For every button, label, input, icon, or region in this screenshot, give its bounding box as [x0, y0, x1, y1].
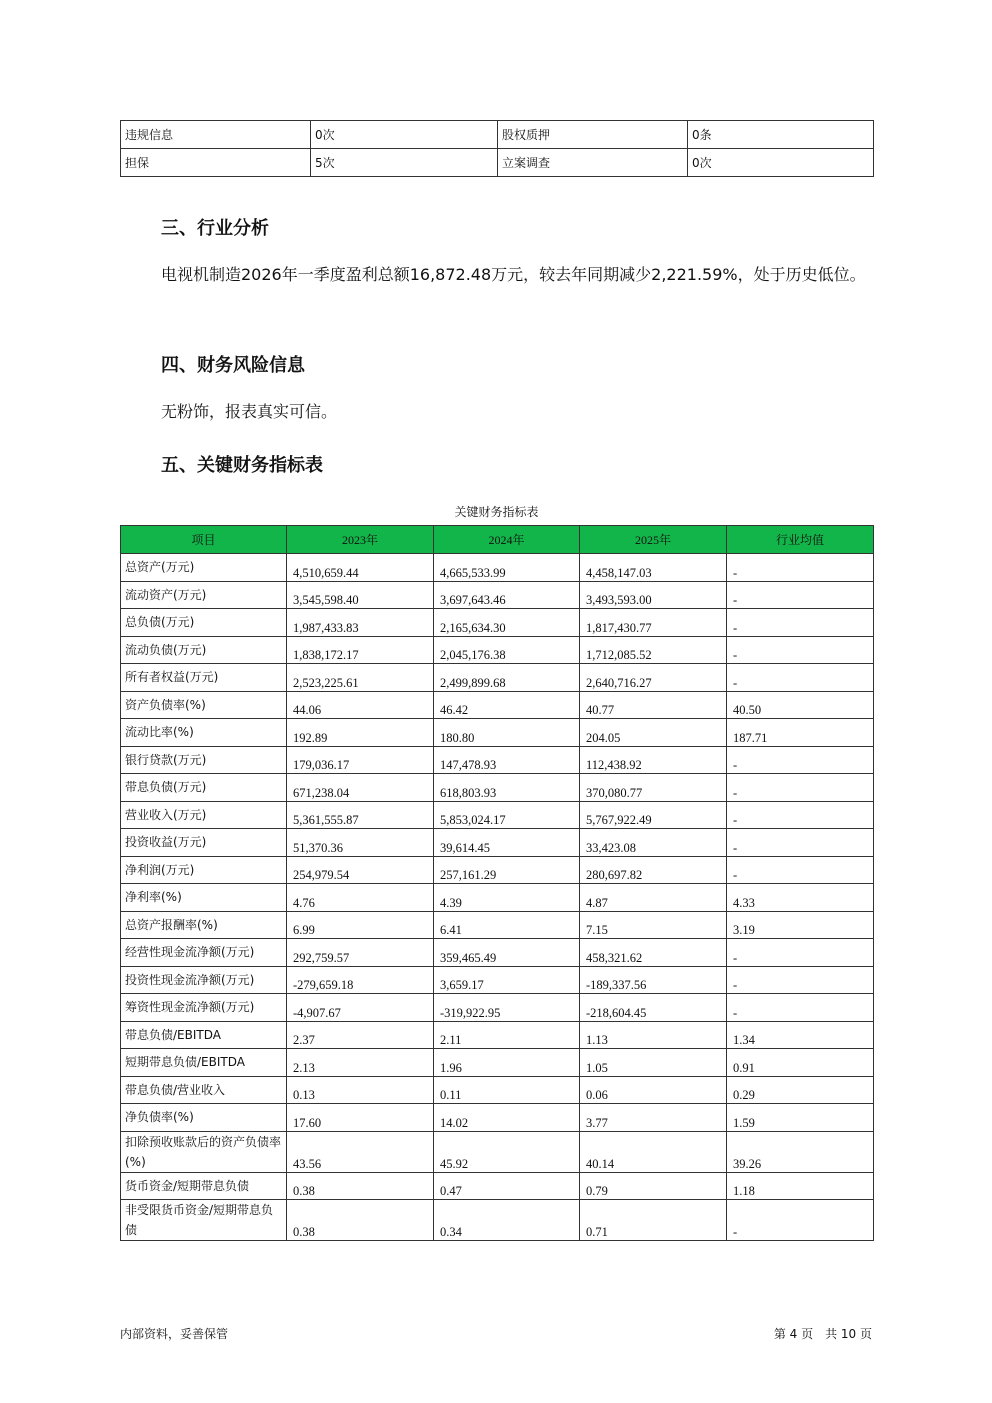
table-cell: 4.87 [580, 884, 727, 912]
row-label: 净负债率(%) [121, 1104, 287, 1132]
row-label: 流动资产(万元) [121, 581, 287, 609]
table-cell: - [727, 939, 874, 967]
table-cell: 44.06 [287, 691, 434, 719]
table-cell: -279,659.18 [287, 966, 434, 994]
table-row [121, 636, 874, 664]
row-label: 总资产(万元) [121, 554, 287, 582]
table-row [121, 609, 874, 637]
column-header: 2023年 [287, 526, 434, 554]
row-label: 流动负债(万元) [121, 636, 287, 664]
footer-note: 内部资料，妥善保管 [120, 1327, 229, 1341]
table-cell: 0次 [311, 121, 498, 149]
row-label: 货币资金/短期带息负债 [121, 1172, 287, 1200]
table-cell: -189,337.56 [580, 966, 727, 994]
row-label: 营业收入(万元) [121, 801, 287, 829]
column-header: 项目 [121, 526, 287, 554]
table-cell: 0.13 [287, 1076, 434, 1104]
table-cell: -4,907.67 [287, 994, 434, 1022]
table-cell: 7.15 [580, 911, 727, 939]
table-row [121, 581, 874, 609]
table-cell: - [727, 609, 874, 637]
table-cell: 2,499,899.68 [434, 664, 580, 692]
table-row [121, 664, 874, 692]
table-cell: 1.13 [580, 1021, 727, 1049]
row-label: 带息负债/营业收入 [121, 1076, 287, 1104]
table-row [121, 994, 874, 1022]
page-number: 第 4 页 共 10 页 [773, 1327, 872, 1341]
table-cell: 4,665,533.99 [434, 554, 580, 582]
table-cell: - [727, 829, 874, 857]
row-label: 筹资性现金流净额(万元) [121, 994, 287, 1022]
column-header: 2025年 [580, 526, 727, 554]
column-header: 行业均值 [727, 526, 874, 554]
table-cell: 2,523,225.61 [287, 664, 434, 692]
table-cell: 0次 [688, 149, 874, 177]
row-label: 非受限货币资金/短期带息负债 [121, 1200, 287, 1241]
table-cell: 5,361,555.87 [287, 801, 434, 829]
table-cell: 2.13 [287, 1049, 434, 1077]
table-row [121, 1021, 874, 1049]
table-cell: 0.38 [287, 1200, 434, 1241]
table-cell: - [727, 774, 874, 802]
table-cell: 618,803.93 [434, 774, 580, 802]
row-label: 投资性现金流净额(万元) [121, 966, 287, 994]
table-row [121, 1049, 874, 1077]
table-cell: 0.06 [580, 1076, 727, 1104]
table-cell: 0.91 [727, 1049, 874, 1077]
table-row [121, 554, 874, 582]
table-cell: 0.38 [287, 1172, 434, 1200]
table-cell: -319,922.95 [434, 994, 580, 1022]
table-row [121, 746, 874, 774]
table-row [121, 1172, 874, 1200]
table-cell: 359,465.49 [434, 939, 580, 967]
table-cell: - [727, 664, 874, 692]
table-cell: 1,817,430.77 [580, 609, 727, 637]
section-4-paragraph: 无粉饰，报表真实可信。 [161, 402, 338, 421]
row-label: 短期带息负债/EBITDA [121, 1049, 287, 1077]
row-label: 总资产报酬率(%) [121, 911, 287, 939]
table-cell: 257,161.29 [434, 856, 580, 884]
table-cell: 3.77 [580, 1104, 727, 1132]
row-label: 投资收益(万元) [121, 829, 287, 857]
table-row [121, 1131, 874, 1172]
table-cell: 33,423.08 [580, 829, 727, 857]
table-cell: 14.02 [434, 1104, 580, 1132]
table-cell: 43.56 [287, 1131, 434, 1172]
table-cell: 40.14 [580, 1131, 727, 1172]
row-label: 经营性现金流净额(万元) [121, 939, 287, 967]
column-header: 2024年 [434, 526, 580, 554]
table-cell: 3,697,643.46 [434, 581, 580, 609]
table-cell: 4.33 [727, 884, 874, 912]
risk-info-table [120, 120, 874, 177]
table-cell: - [727, 801, 874, 829]
section-3-paragraph: 电视机制造2026年一季度盈利总额16,872.48万元，较去年同期减少2,221.59%，处于历史低位。 [161, 265, 866, 284]
table-cell: - [727, 856, 874, 884]
table-cell: 1.96 [434, 1049, 580, 1077]
table-row [121, 1200, 874, 1241]
table-cell: 0.71 [580, 1200, 727, 1241]
table-cell: 40.50 [727, 691, 874, 719]
table-cell: 280,697.82 [580, 856, 727, 884]
table-cell: 1,987,433.83 [287, 609, 434, 637]
table-row [121, 149, 874, 177]
table-row [121, 939, 874, 967]
table-row [121, 774, 874, 802]
table-cell: 2,165,634.30 [434, 609, 580, 637]
table-cell: 204.05 [580, 719, 727, 747]
table-cell: 1,838,172.17 [287, 636, 434, 664]
table-cell: 180.80 [434, 719, 580, 747]
row-label: 带息负债/EBITDA [121, 1021, 287, 1049]
table-cell: 4.39 [434, 884, 580, 912]
table-row [121, 1076, 874, 1104]
row-label: 银行贷款(万元) [121, 746, 287, 774]
table-cell: 0条 [688, 121, 874, 149]
table-row [121, 884, 874, 912]
table-row [121, 1104, 874, 1132]
table-cell: 187.71 [727, 719, 874, 747]
table-cell: 0.34 [434, 1200, 580, 1241]
table-cell: 2,045,176.38 [434, 636, 580, 664]
table-cell: 1,712,085.52 [580, 636, 727, 664]
row-label: 总负债(万元) [121, 609, 287, 637]
table-cell: -218,604.45 [580, 994, 727, 1022]
section-4-heading: 四、财务风险信息 [161, 355, 305, 376]
section-3-heading: 三、行业分析 [161, 218, 269, 239]
table-cell: 147,478.93 [434, 746, 580, 774]
table-cell: - [727, 1200, 874, 1241]
table-row [121, 911, 874, 939]
table-cell: 5,767,922.49 [580, 801, 727, 829]
table-cell: 179,036.17 [287, 746, 434, 774]
table-cell: 3,545,598.40 [287, 581, 434, 609]
table-header-row [121, 526, 874, 554]
table-cell: 1.05 [580, 1049, 727, 1077]
table-cell: 3,659.17 [434, 966, 580, 994]
table-cell: 6.99 [287, 911, 434, 939]
table-cell: 45.92 [434, 1131, 580, 1172]
table-cell: 2,640,716.27 [580, 664, 727, 692]
section-5-heading: 五、关键财务指标表 [161, 455, 323, 476]
table-cell: - [727, 636, 874, 664]
table-cell: 1.18 [727, 1172, 874, 1200]
table-cell: 40.77 [580, 691, 727, 719]
table-cell: 254,979.54 [287, 856, 434, 884]
table-cell: - [727, 554, 874, 582]
table-cell: 671,238.04 [287, 774, 434, 802]
table-row [121, 966, 874, 994]
table-cell: 0.47 [434, 1172, 580, 1200]
row-label: 扣除预收账款后的资产负债率(%) [121, 1131, 287, 1172]
table-cell: 1.34 [727, 1021, 874, 1049]
table-cell: 4,510,659.44 [287, 554, 434, 582]
row-label: 所有者权益(万元) [121, 664, 287, 692]
table-cell: 0.11 [434, 1076, 580, 1104]
table-row [121, 691, 874, 719]
financial-indicators-table [120, 525, 874, 1241]
table-caption: 关键财务指标表 [454, 505, 539, 519]
table-cell: 46.42 [434, 691, 580, 719]
row-label: 流动比率(%) [121, 719, 287, 747]
row-label: 资产负债率(%) [121, 691, 287, 719]
table-row [121, 829, 874, 857]
table-cell: 292,759.57 [287, 939, 434, 967]
table-cell: - [727, 966, 874, 994]
table-row [121, 801, 874, 829]
table-row [121, 719, 874, 747]
table-cell: 370,080.77 [580, 774, 727, 802]
table-row [121, 856, 874, 884]
table-cell: 6.41 [434, 911, 580, 939]
table-cell: 2.11 [434, 1021, 580, 1049]
table-cell: 3.19 [727, 911, 874, 939]
table-cell: 17.60 [287, 1104, 434, 1132]
table-cell: 4.76 [287, 884, 434, 912]
row-label: 净利率(%) [121, 884, 287, 912]
row-label: 净利润(万元) [121, 856, 287, 884]
table-cell: 0.29 [727, 1076, 874, 1104]
table-cell: 112,438.92 [580, 746, 727, 774]
table-row [121, 121, 874, 149]
table-cell: 39,614.45 [434, 829, 580, 857]
table-cell: 3,493,593.00 [580, 581, 727, 609]
table-cell: 192.89 [287, 719, 434, 747]
table-cell: 担保 [121, 149, 311, 177]
table-cell: 39.26 [727, 1131, 874, 1172]
table-cell: 458,321.62 [580, 939, 727, 967]
table-cell: 2.37 [287, 1021, 434, 1049]
table-cell: - [727, 581, 874, 609]
table-cell: 1.59 [727, 1104, 874, 1132]
table-cell: 51,370.36 [287, 829, 434, 857]
table-cell: 违规信息 [121, 121, 311, 149]
table-cell: 立案调查 [498, 149, 688, 177]
table-cell: 0.79 [580, 1172, 727, 1200]
table-cell: 5次 [311, 149, 498, 177]
table-cell: 5,853,024.17 [434, 801, 580, 829]
table-cell: - [727, 746, 874, 774]
table-cell: 4,458,147.03 [580, 554, 727, 582]
row-label: 带息负债(万元) [121, 774, 287, 802]
table-cell: 股权质押 [498, 121, 688, 149]
table-cell: - [727, 994, 874, 1022]
